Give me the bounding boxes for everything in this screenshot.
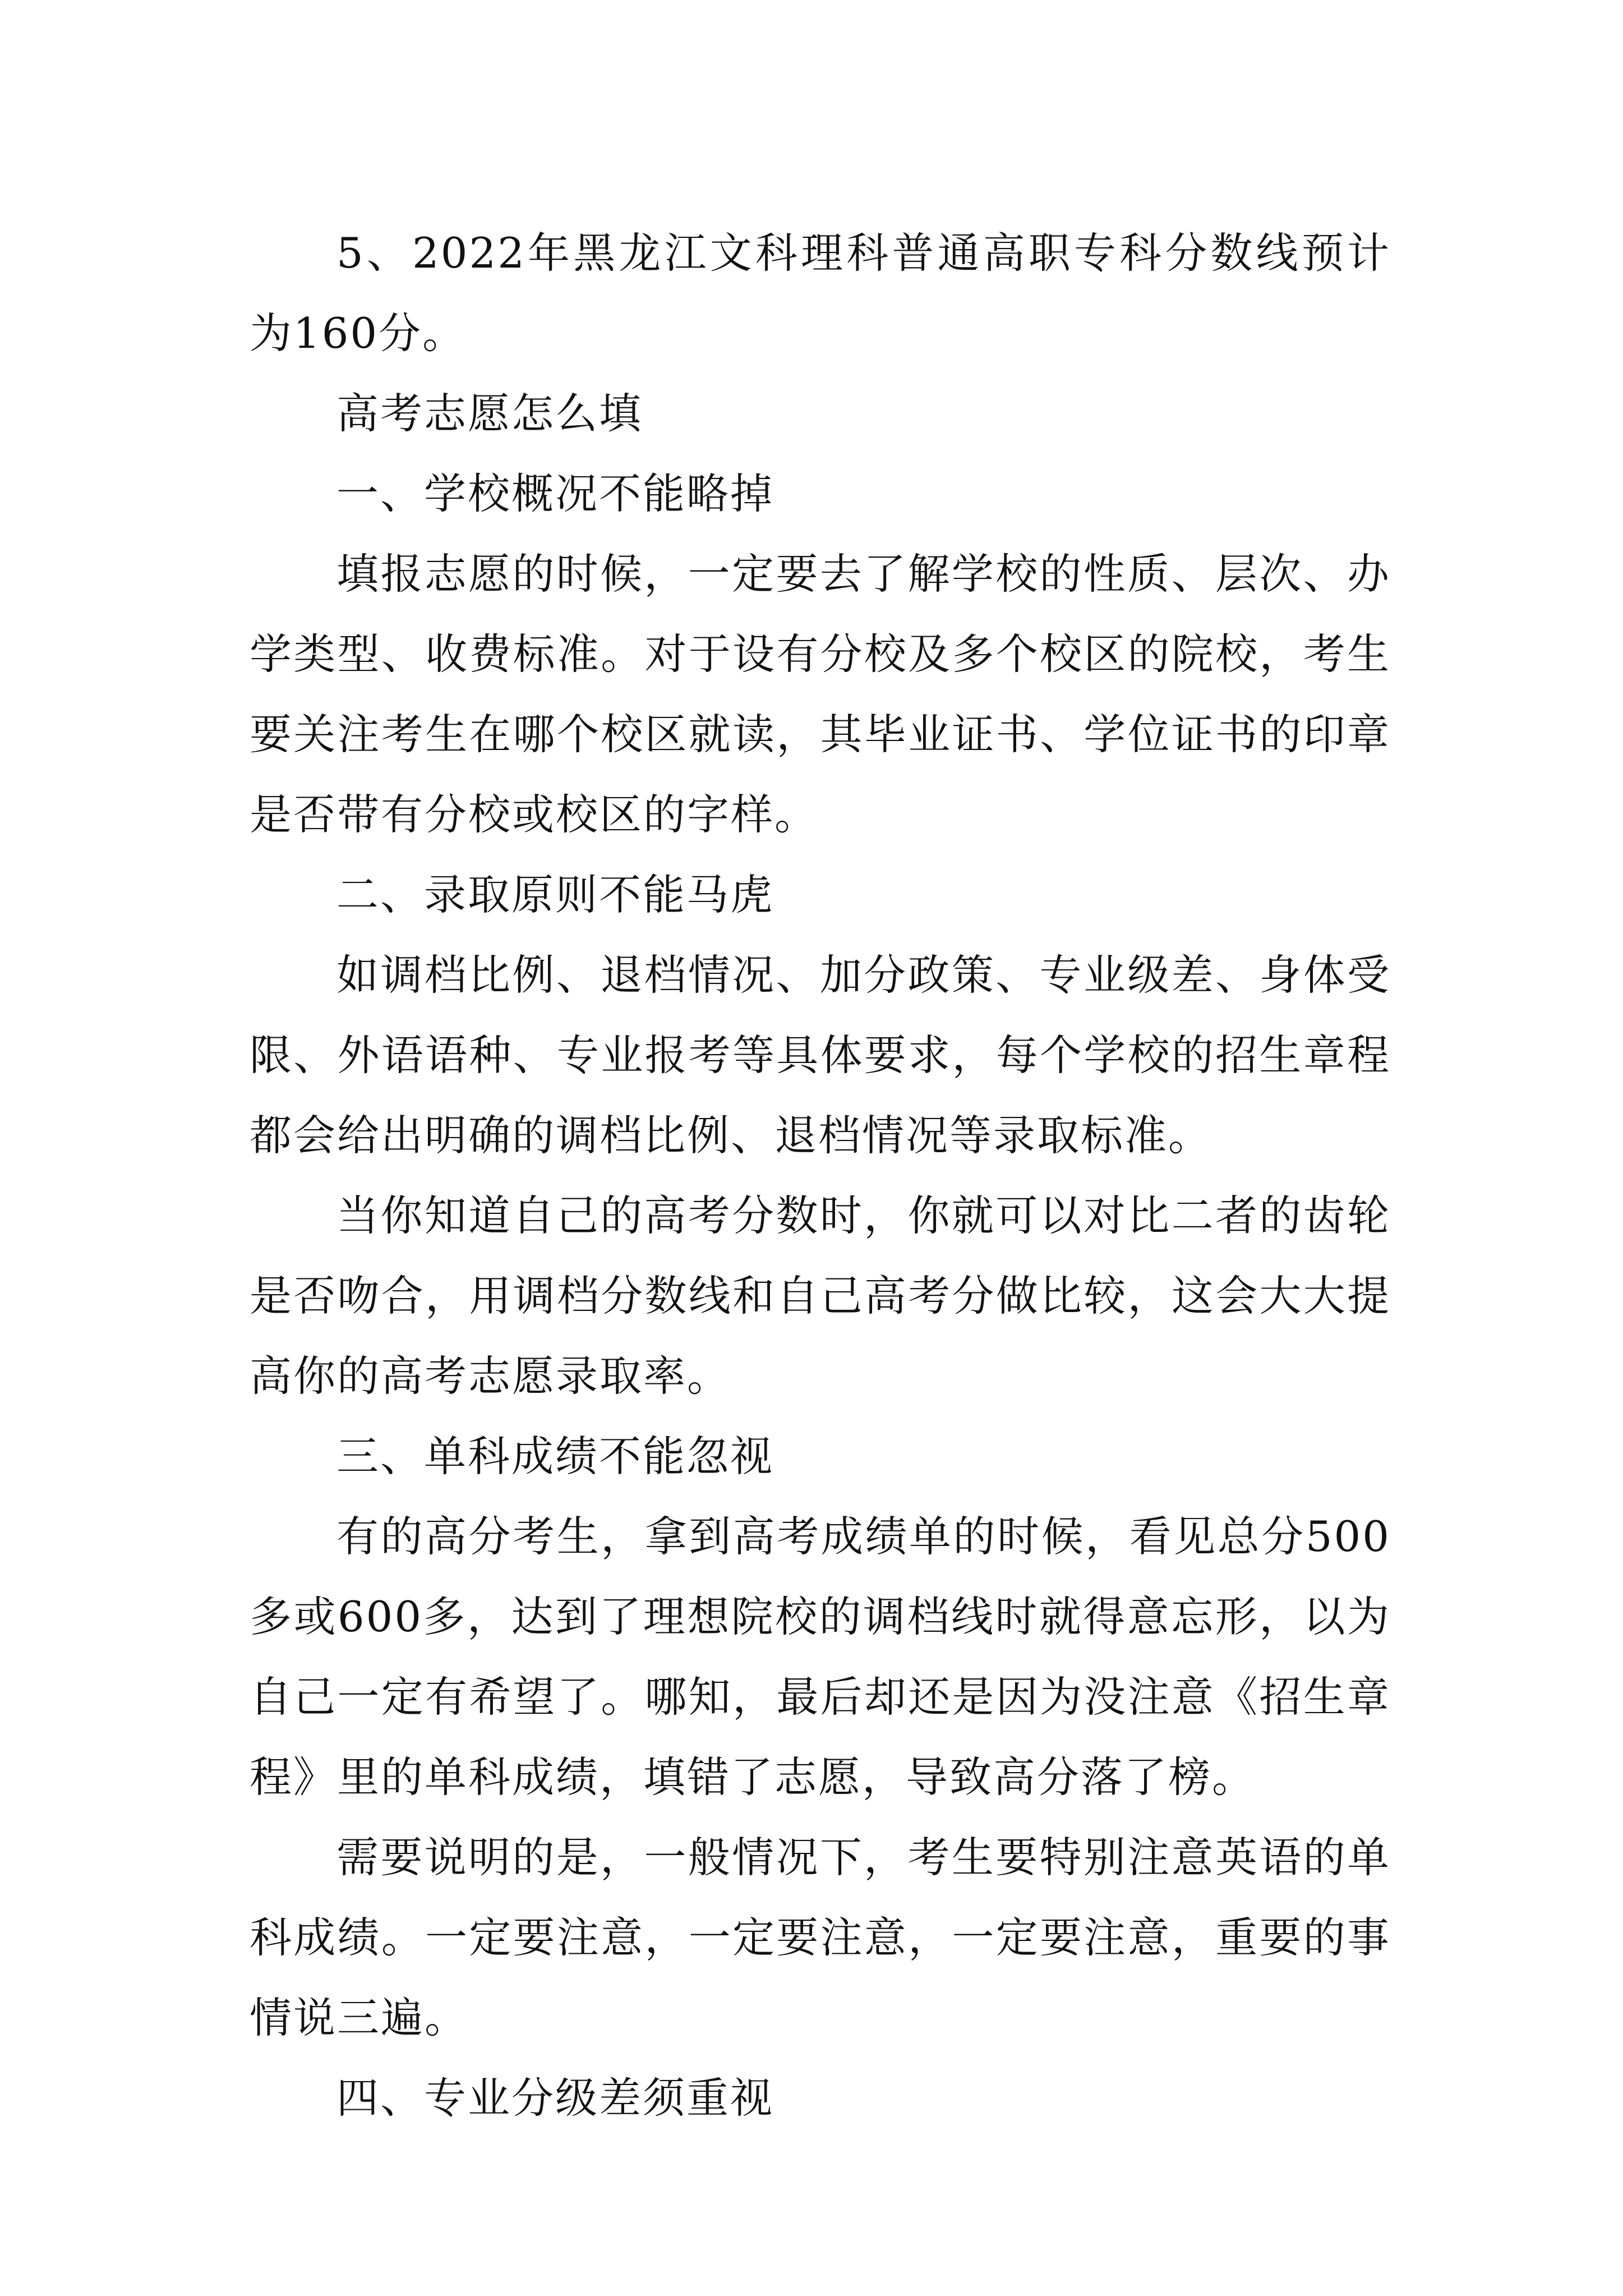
heading-major-level-gap: 四、专业分级差须重视 (336, 2073, 774, 2123)
heading-school-overview: 一、学校概况不能略掉 (336, 469, 774, 518)
paragraph-english-note: 需要说明的是，一般情况下，考生要特别注意英语的单科成绩。一定要注意，一定要注意，一定要注意，重要的事情说三遍。 (250, 1833, 1391, 2042)
paragraph-school-overview: 填报志愿的时候，一定要去了解学校的性质、层次、办学类型、收费标准。对于设有分校及多个校区的院校，考生要关注考生在哪个校区就读，其毕业证书、学位证书的印章是否带有分校或校区的字样。 (250, 549, 1391, 839)
paragraph-score-line: 5、2022年黑龙江文科理科普通高职专科分数线预计为160分。 (250, 228, 1391, 358)
document-body (250, 213, 1391, 2138)
section-title-how-to-fill: 高考志愿怎么填 (336, 389, 643, 438)
paragraph-single-subject: 有的高分考生，拿到高考成绩单的时候，看见总分500多或600多，达到了理想院校的调档线时就得意忘形，以为自己一定有希望了。哪知，最后却还是因为没注意《招生章程》里的单科成绩，填错了志愿，导致高分落了榜。 (250, 1512, 1391, 1802)
heading-admission-principles: 二、录取原则不能马虎 (336, 870, 774, 919)
paragraph-compare-scores: 当你知道自己的高考分数时，你就可以对比二者的齿轮是否吻合，用调档分数线和自己高考分做比较，这会大大提高你的高考志愿录取率。 (250, 1191, 1391, 1401)
heading-single-subject: 三、单科成绩不能忽视 (336, 1432, 774, 1481)
paragraph-admission-principles: 如调档比例、退档情况、加分政策、专业级差、身体受限、外语语种、专业报考等具体要求，每个学校的招生章程都会给出明确的调档比例、退档情况等录取标准。 (250, 950, 1391, 1160)
